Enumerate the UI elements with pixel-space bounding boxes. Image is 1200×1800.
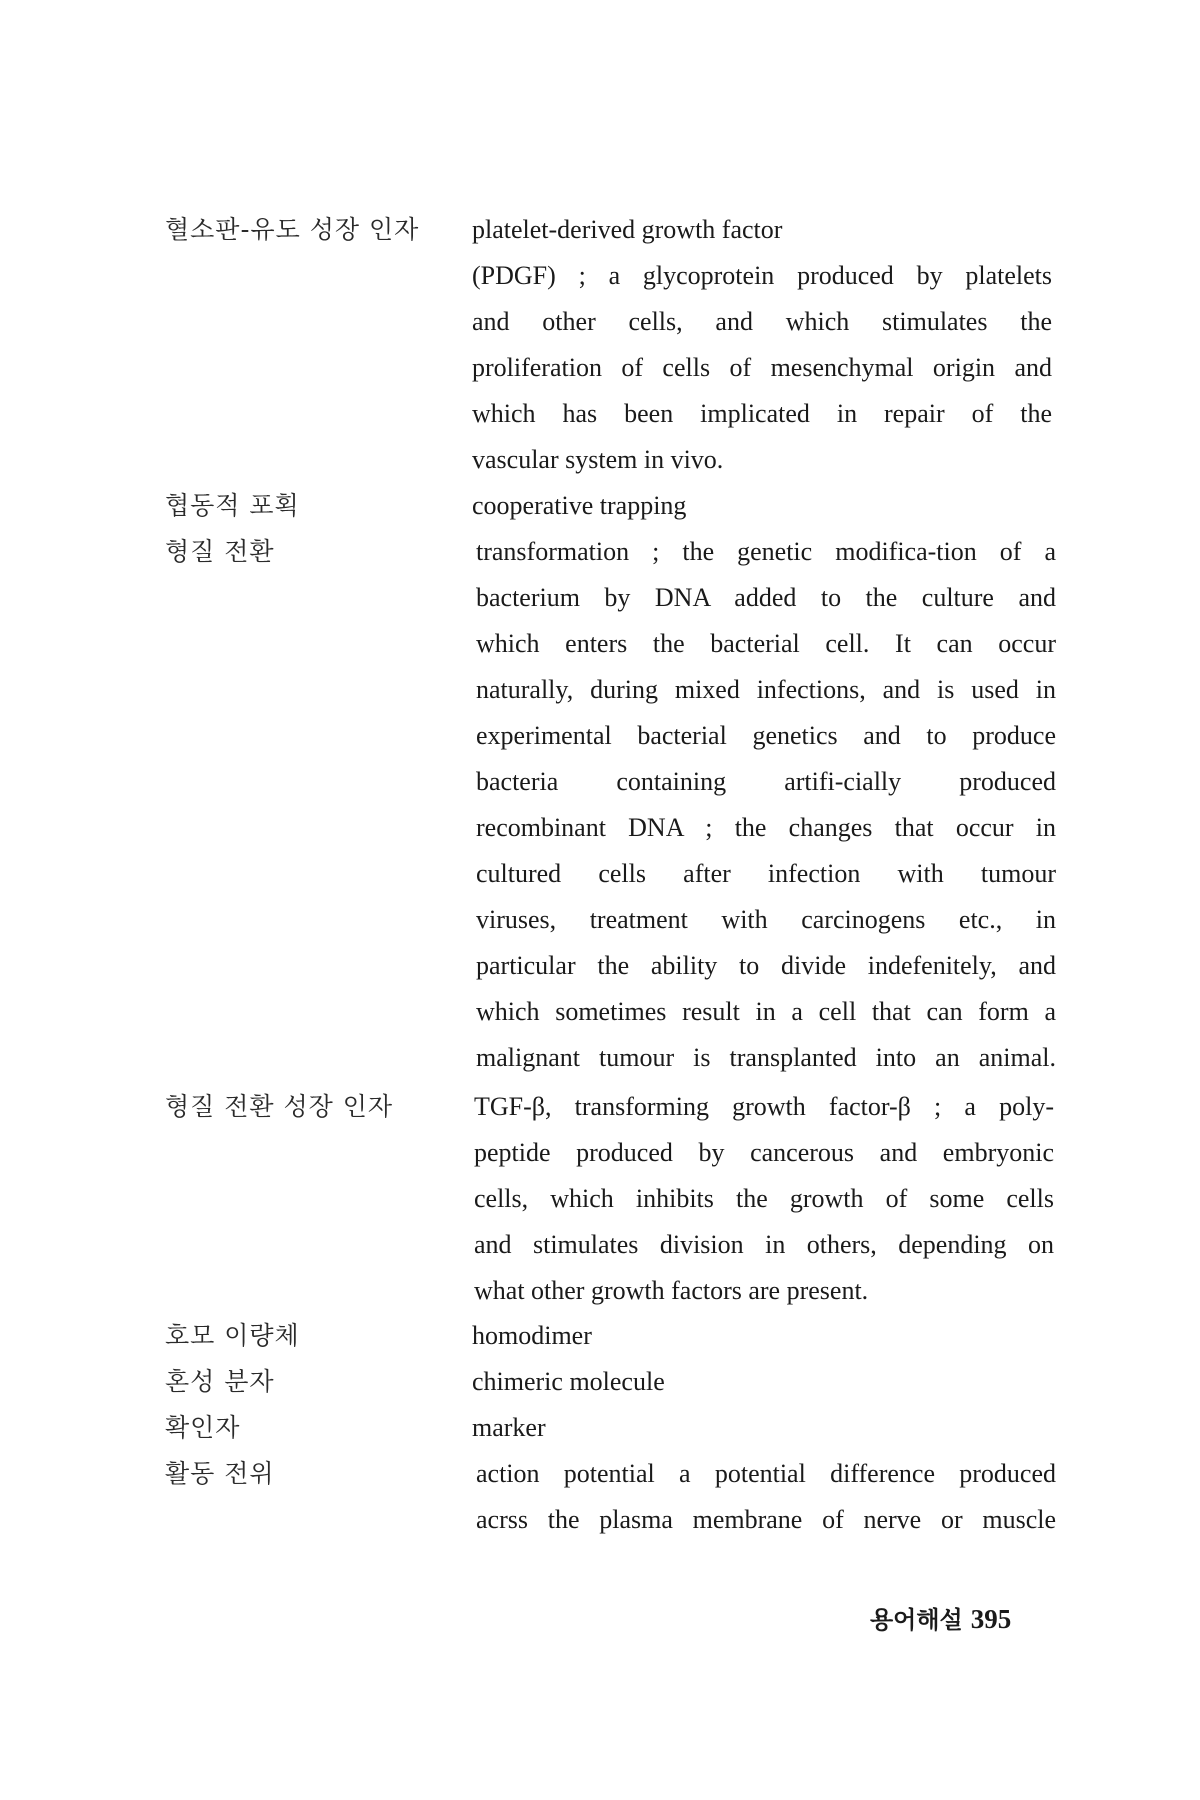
definition-line: transformation ; the genetic modifica-tion of a: [476, 537, 1056, 566]
entry-definition: [472, 483, 1052, 529]
entry-term: 호모 이량체: [165, 1321, 300, 1350]
definition-line: bacterium by DNA added to the culture and: [476, 583, 1056, 612]
definition-line: experimental bacterial genetics and to produce: [476, 721, 1056, 750]
definition-line: bacteria containing artifi-cially produced: [476, 767, 1056, 796]
definition-line: action potential a potential difference produced: [476, 1459, 1056, 1488]
definition-line: TGF-β, transforming growth factor-β ; a poly-: [474, 1092, 1054, 1121]
definition-line: peptide produced by cancerous and embryonic: [474, 1138, 1054, 1167]
definition-line: acrss the plasma membrane of nerve or muscle: [476, 1505, 1056, 1534]
entry-definition: [476, 529, 1056, 1081]
definition-line: viruses, treatment with carcinogens etc., in: [476, 905, 1056, 934]
definition-line: proliferation of cells of mesenchymal origin and: [472, 353, 1052, 382]
definition-line: which enters the bacterial cell. It can occur: [476, 629, 1056, 658]
definition-line: (PDGF) ; a glycoprotein produced by platelets: [472, 261, 1052, 290]
entry-term: 확인자: [165, 1413, 241, 1442]
entry-term: 형질 전환: [165, 537, 275, 566]
definition-line: which has been implicated in repair of the: [472, 399, 1052, 428]
definition-line: vascular system in vivo.: [472, 445, 724, 474]
definition-line: homodimer: [472, 1321, 592, 1350]
definition-line: and stimulates division in others, depending on: [474, 1230, 1054, 1259]
entry-definition: [472, 1313, 1052, 1359]
entry-term: 혈소판-유도 성장 인자: [165, 215, 420, 244]
section-title: 용어해설: [870, 1606, 963, 1634]
entry-definition: [474, 1084, 1054, 1314]
definition-line: what other growth factors are present.: [474, 1276, 869, 1305]
definition-line: marker: [472, 1413, 546, 1442]
definition-line: chimeric molecule: [472, 1367, 665, 1396]
page-number: 395: [970, 1604, 1012, 1634]
definition-line: recombinant DNA ; the changes that occur in: [476, 813, 1056, 842]
definition-line: cooperative trapping: [472, 491, 687, 520]
definition-line: which sometimes result in a cell that can form a: [476, 997, 1056, 1026]
entry-definition: [472, 1405, 1052, 1451]
definition-line: platelet-derived growth factor: [472, 215, 783, 244]
entry-term: 활동 전위: [165, 1459, 275, 1488]
page-footer: [870, 1600, 1011, 1635]
definition-line: and other cells, and which stimulates the: [472, 307, 1052, 336]
entry-definition: [472, 1359, 1052, 1405]
definition-line: cells, which inhibits the growth of some cells: [474, 1184, 1054, 1213]
definition-line: malignant tumour is transplanted into an animal.: [476, 1043, 1056, 1072]
definition-line: particular the ability to divide indefenitely, and: [476, 951, 1056, 980]
definition-line: naturally, during mixed infections, and is used in: [476, 675, 1056, 704]
entry-term: 협동적 포획: [165, 491, 300, 520]
definition-line: cultured cells after infection with tumour: [476, 859, 1056, 888]
entry-term: 형질 전환 성장 인자: [165, 1092, 394, 1121]
entry-definition: [476, 1451, 1056, 1543]
entry-term: 혼성 분자: [165, 1367, 275, 1396]
entry-definition: [472, 207, 1052, 483]
